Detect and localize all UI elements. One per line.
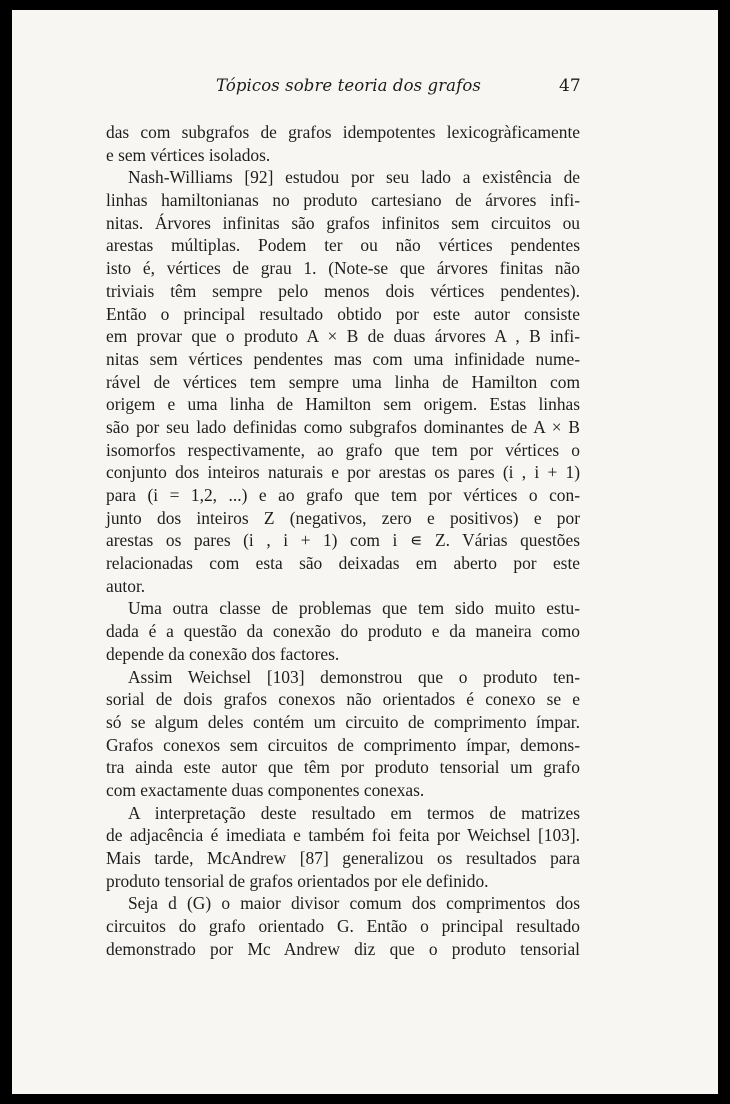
text-line: arestas os pares (i , i + 1) com i ∊ Z. Várias questões bbox=[106, 530, 580, 551]
text-line: origem e uma linha de Hamilton sem origem. Estas linhas bbox=[106, 394, 580, 415]
text-line: produto tensorial de grafos orientados por ele definido. bbox=[106, 870, 489, 891]
text-line: triviais têm sempre pelo menos dois vértices pendentes). bbox=[106, 280, 580, 301]
text-line: autor. bbox=[106, 575, 146, 596]
text-line: nitas. Árvores infinitas são grafos infinitos sem circuitos ou bbox=[106, 212, 580, 233]
text-line: Nash-Williams [92] estudou por seu lado a existência de bbox=[128, 167, 580, 188]
text-line: sorial de dois grafos conexos não orientados é conexo se e bbox=[106, 689, 580, 710]
text-line: Assim Weichsel [103] demonstrou que o produto ten- bbox=[128, 666, 580, 687]
text-line: de adjacência é imediata e também foi feita por Weichsel [103]. bbox=[106, 825, 580, 846]
body-text bbox=[106, 121, 580, 960]
text-line: Grafos conexos sem circuitos de comprimento ímpar, demons- bbox=[106, 734, 580, 755]
text-line: e sem vértices isolados. bbox=[106, 144, 271, 165]
running-title: Tópicos sobre teoria dos grafos bbox=[216, 76, 481, 95]
text-line: rável de vértices tem sempre uma linha de Hamilton com bbox=[106, 371, 580, 392]
text-line: para (i = 1,2, ...) e ao grafo que tem por vértices o con- bbox=[106, 485, 580, 505]
text-line: nitas sem vértices pendentes mas com uma infinidade nume- bbox=[106, 348, 580, 369]
text-line: depende da conexão dos factores. bbox=[106, 643, 340, 664]
text-line: com exactamente duas componentes conexas. bbox=[106, 779, 425, 800]
text-line: Seja d (G) o maior divisor comum dos comprimentos dos bbox=[128, 893, 580, 914]
text-line: Uma outra classe de problemas que tem sido muito estu- bbox=[128, 598, 580, 619]
text-line: relacionadas com esta são deixadas em aberto por este bbox=[106, 553, 580, 574]
page-number: 47 bbox=[559, 76, 581, 96]
text-line: circuitos do grafo orientado G. Então o principal resultado bbox=[106, 916, 580, 937]
text-line: dada é a questão da conexão do produto e da maneira como bbox=[106, 621, 580, 642]
text-line: linhas hamiltonianas no produto cartesiano de árvores infi- bbox=[106, 190, 580, 211]
text-line: são por seu lado definidas como subgrafos dominantes de A × B bbox=[106, 416, 580, 437]
text-line: Então o principal resultado obtido por este autor consiste bbox=[106, 303, 580, 324]
text-line: isomorfos respectivamente, ao grafo que tem por vértices o bbox=[106, 439, 580, 460]
text-line: demonstrado por Mc Andrew diz que o produto tensorial bbox=[106, 938, 580, 959]
text-line: das com subgrafos de grafos idempotentes lexicogràficamente bbox=[106, 122, 580, 142]
text-line: só se algum deles contém um circuito de comprimento ímpar. bbox=[106, 711, 580, 732]
page-header bbox=[0, 76, 730, 100]
text-line: conjunto dos inteiros naturais e por arestas os pares (i , i + 1) bbox=[106, 462, 580, 483]
text-line: Mais tarde, McAndrew [87] generalizou os resultados para bbox=[106, 848, 580, 868]
text-line: arestas múltiplas. Podem ter ou não vértices pendentes bbox=[106, 235, 580, 256]
text-line: A interpretação deste resultado em termos de matrizes bbox=[128, 802, 580, 823]
text-line: junto dos inteiros Z (negativos, zero e positivos) e por bbox=[106, 507, 580, 528]
text-line: isto é, vértices de grau 1. (Note-se que árvores finitas não bbox=[106, 258, 580, 279]
text-line: em provar que o produto A × B de duas árvores A , B infi- bbox=[106, 326, 580, 347]
text-line: tra ainda este autor que têm por produto tensorial um grafo bbox=[106, 757, 580, 778]
